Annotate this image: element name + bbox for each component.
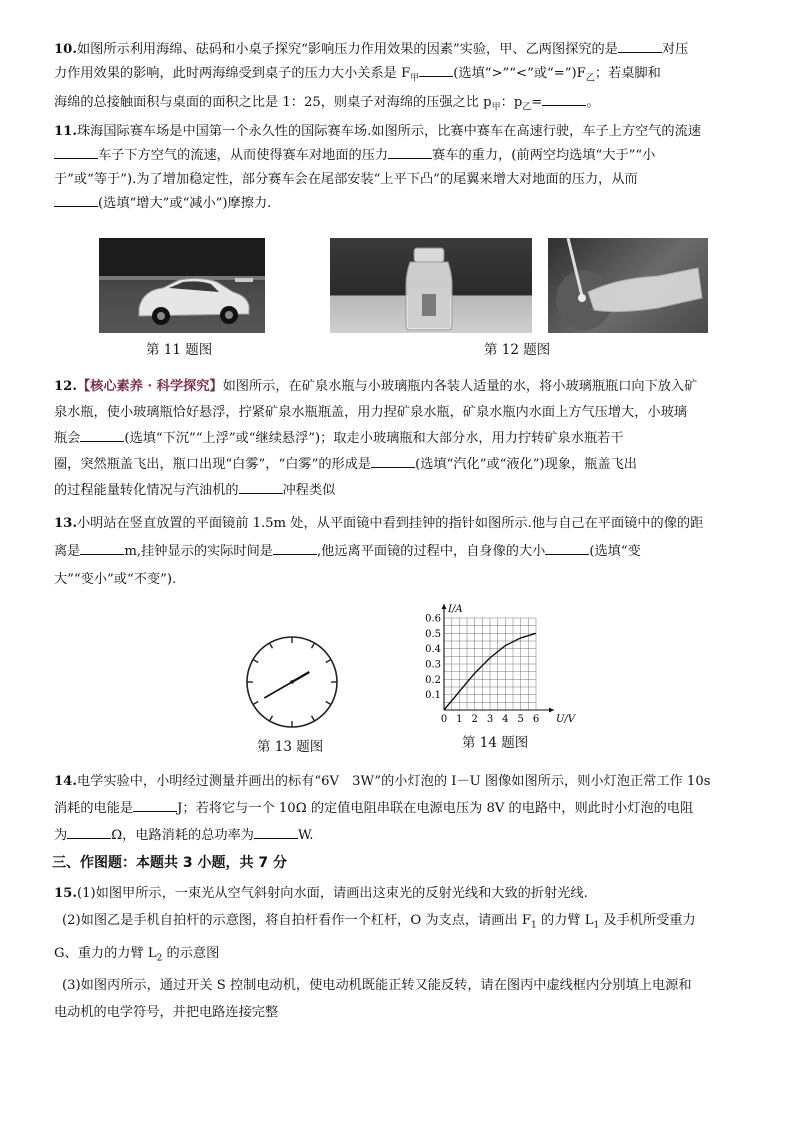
question-15 — [54, 880, 744, 1026]
answer-blank[interactable] — [54, 192, 98, 207]
question-text: 海绵的总接触面积与桌面的面积之比是 1：25，则桌子对海绵的压强之比 p — [54, 94, 492, 110]
y-tick-label: 0.4 — [425, 644, 441, 656]
question-12 — [54, 374, 744, 504]
x-tick-label: 1 — [456, 714, 463, 725]
question-text: ,他远离平面镜的过程中，自身像的大小 — [316, 544, 546, 559]
question-text: 圈，突然瓶盖飞出，瓶口出现“白雾”，“白雾”的形成是 — [54, 457, 372, 472]
race-car-photo — [99, 238, 265, 333]
subscript: 甲 — [410, 73, 420, 84]
question-text: 的过程能量转化情况与汽油机的 — [54, 483, 239, 498]
question-text: 及手机所受重力 — [599, 913, 696, 928]
section-heading: 三、作图题：本题共 3 小题，共 7 分 — [52, 855, 287, 871]
wall-clock-figure — [244, 634, 340, 730]
y-axis-arrow — [442, 604, 447, 609]
question-number: 13. — [54, 516, 77, 531]
figure-13-caption: 第 13 题图 — [257, 739, 324, 755]
question-text: 冲程类似 — [282, 483, 336, 498]
question-text: 赛车的重力，(前两空均选填“大于”“小 — [432, 148, 656, 163]
question-text: 的力臂 L — [536, 913, 594, 928]
answer-blank[interactable] — [54, 144, 98, 159]
answer-blank[interactable] — [419, 62, 453, 77]
question-text: ： — [500, 94, 514, 110]
question-number: 15. — [54, 886, 77, 901]
figure-14-caption: 第 14 题图 — [462, 735, 529, 751]
answer-blank[interactable] — [67, 824, 111, 839]
question-text: 力作用效果的影响，此时两海绵受到桌子的压力大小关系是 F — [54, 66, 411, 81]
question-text: G、重力的力臂 L — [54, 945, 157, 961]
answer-blank[interactable] — [239, 479, 283, 494]
question-number: 11. — [54, 124, 77, 139]
x-tick-label: 3 — [486, 714, 494, 725]
squeezed-bottle-photo — [548, 238, 708, 333]
question-text: Ω，电路消耗的总功率为 — [111, 828, 254, 843]
question-text: 电动机的电学符号，并把电路连接完整 — [54, 1005, 279, 1021]
subscript: 甲 — [491, 102, 501, 113]
question-text: (2)如图乙是手机自拍杆的示意图，将自拍杆看作一个杠杆，O 为支点，请画出 F — [62, 913, 532, 928]
y-tick-label: 0.3 — [425, 659, 441, 671]
subscript: 1 — [593, 920, 600, 931]
y-tick-label: 0.5 — [425, 628, 441, 640]
answer-blank[interactable] — [388, 144, 432, 159]
question-text: 于”或“等于”).为了增加稳定性，部分赛车会在尾部安装“上平下凸”的尾翼来增大对地面的压力，从而 — [54, 172, 638, 187]
question-14 — [54, 768, 744, 849]
question-text: 如图所示，在矿泉水瓶与小玻璃瓶内各装人适量的水，将小玻璃瓶瓶口向下放入矿 — [222, 379, 698, 394]
answer-blank[interactable] — [254, 824, 298, 839]
answer-blank[interactable] — [80, 427, 124, 442]
core-literacy-tag: 【核心素养 · 科学探究】 — [76, 379, 223, 394]
question-text: 大”“变小”或“不变”). — [54, 572, 177, 587]
question-number: 12. — [54, 379, 77, 394]
iu-graph — [418, 598, 578, 728]
question-text: 离是 — [54, 544, 81, 559]
question-number: 14. — [54, 774, 77, 789]
x-tick-label: 6 — [532, 714, 540, 725]
question-text: (选填“汽化”或“液化”)现象，瓶盖飞出 — [415, 457, 637, 472]
question-text: 为 — [54, 828, 68, 843]
question-text: ；若桌脚和 — [594, 66, 661, 81]
question-text: 如图所示利用海绵、砝码和小桌子探究“影响压力作用效果的因素”实验，甲、乙两图探究的是 — [76, 42, 618, 57]
figure-12-caption: 第 12 题图 — [484, 342, 551, 358]
answer-blank[interactable] — [542, 91, 586, 106]
y-tick-label: 0.2 — [425, 674, 441, 686]
question-text: 车子下方空气的流速，从而使得赛车对地面的压力 — [98, 148, 389, 163]
question-text: 瓶会 — [54, 431, 81, 446]
answer-blank[interactable] — [371, 453, 415, 468]
x-tick-label: 2 — [471, 714, 478, 725]
chart-grid — [444, 618, 536, 710]
figure-11-caption: 第 11 题图 — [146, 342, 213, 358]
question-11 — [54, 120, 744, 216]
question-text: 电学实验中，小明经过测量并画出的标有“6V 3W”的小灯泡的 I－U 图像如图所示，则小灯泡正常工作 10s — [76, 774, 711, 789]
question-text: 的示意图 — [162, 945, 220, 961]
question-text: (选填“变 — [589, 544, 641, 559]
question-13 — [54, 510, 744, 594]
question-number: 10. — [54, 42, 77, 57]
y-axis-label: I/A — [448, 604, 463, 615]
question-text: W. — [298, 828, 314, 843]
question-text: (选填“下沉”“上浮”或“继续悬浮”)；取走小玻璃瓶和大部分水，用力拧转矿泉水瓶若干 — [124, 431, 624, 446]
answer-blank[interactable] — [273, 540, 317, 555]
question-text: 消耗的电能是 — [54, 801, 134, 816]
x-tick-label: 4 — [502, 714, 509, 725]
subscript: 1 — [531, 920, 537, 931]
question-text: 珠海国际赛车场是中国第一个永久性的国际赛车场.如图所示，比赛中赛车在高速行驶，车子上方空气的流速 — [76, 124, 701, 139]
question-text: m,挂钟显示的实际时间是 — [124, 544, 273, 559]
subscript: 2 — [156, 953, 163, 964]
question-text: J；若将它与一个 10Ω 的定值电阻串联在电源电压为 8V 的电路中，则此时小灯泡的电阻 — [177, 801, 694, 816]
y-tick-label: 0.6 — [425, 613, 441, 625]
subscript: 乙 — [585, 73, 595, 84]
question-text: (选填“>”“<”或“=”)F — [453, 66, 586, 81]
y-tick-label: 0.1 — [425, 690, 441, 702]
question-text: (3)如图丙所示，通过开关 S 控制电动机，使电动机既能正转又能反转，请在图丙中虚线框内分别填上电源和 — [62, 978, 692, 994]
question-text: (选填“增大”或“减小”)摩擦力. — [98, 196, 272, 211]
answer-blank[interactable] — [545, 540, 589, 555]
question-text: (1)如图甲所示，一束光从空气斜射向水面，请画出这束光的反射光线和大致的折射光线. — [76, 886, 588, 901]
x-axis-label: U/V — [556, 714, 576, 725]
answer-blank[interactable] — [80, 540, 124, 555]
question-text: 对压 — [661, 42, 689, 57]
answer-blank[interactable] — [618, 38, 662, 53]
question-text: 泉水瓶，使小玻璃瓶恰好悬浮，拧紧矿泉水瓶瓶盖，用力捏矿泉水瓶，矿泉水瓶内水面上方气压增大，小玻璃 — [54, 405, 687, 420]
question-10: 10.如图所示利用海绵、砝码和小桌子探究“影响压力作用效果的因素”实验，甲、乙两图探究的是 对压 力作用效果的影响，此时两海绵受到桌子的压力大小关系是 $F_甲$ (选填“>”“<”或“$=”)F_乙$；若桌脚和 海绵的总接触面积与桌面的面积之比是 1：25，则桌子对海绵的压强之比 $p_甲$：$p_乙=$ 。 — [54, 38, 744, 119]
x-tick-label: 0 — [440, 714, 448, 725]
x-tick-label: 5 — [517, 714, 524, 725]
answer-blank[interactable] — [133, 797, 177, 812]
question-text: 小明站在竖直放置的平面镜前 1.5m 处，从平面镜中看到挂钟的指针如图所示.他与自己在平面镜中的像的距 — [76, 516, 704, 531]
x-axis-arrow — [549, 708, 554, 713]
subscript: 乙 — [522, 102, 532, 113]
bottle-photo — [330, 238, 532, 333]
